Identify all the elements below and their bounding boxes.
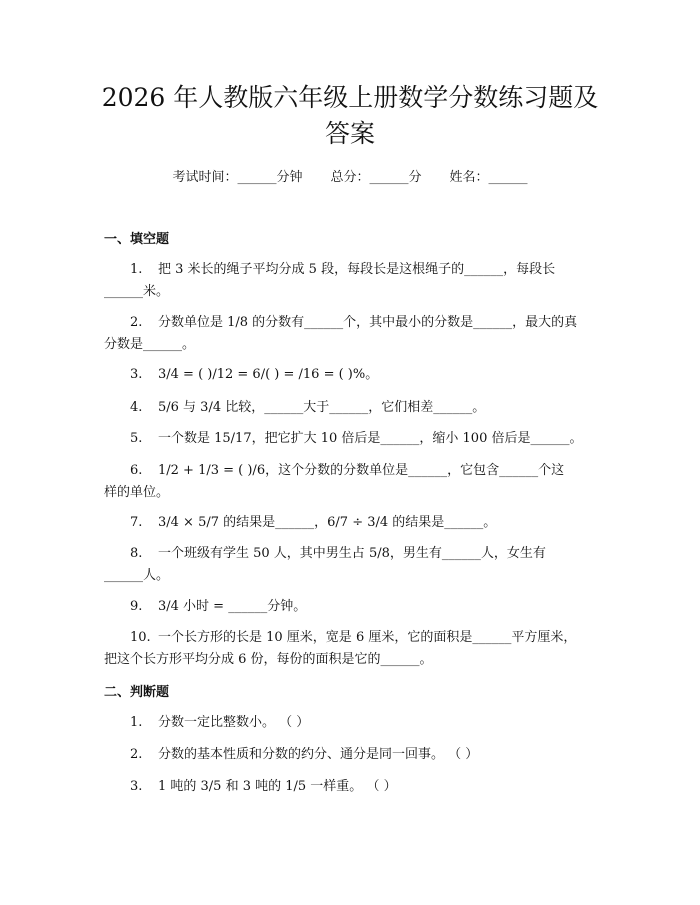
section-heading-true-false: 二、判断题 bbox=[104, 685, 170, 700]
question-text-continued: 把这个长方形平均分成 6 份，每份的面积是它的______。 bbox=[104, 652, 433, 667]
question-text: 1 吨的 3/5 和 3 吨的 1/5 一样重。 （ ） bbox=[158, 779, 397, 794]
student-name-field: 姓名：______ bbox=[449, 170, 528, 185]
total-score-field: 总分：______分 bbox=[330, 170, 422, 185]
question-number: 3. bbox=[130, 779, 143, 794]
fill-blank-question-8 bbox=[104, 543, 594, 587]
title-line-1: 2026 年人教版六年级上册数学分数练习题及 bbox=[101, 83, 599, 112]
question-number: 5. bbox=[130, 431, 143, 446]
fill-blank-question-1 bbox=[104, 259, 594, 303]
question-number: 2. bbox=[130, 315, 143, 330]
true-false-question-2 bbox=[104, 744, 594, 766]
question-text: 把 3 米长的绳子平均分成 5 段，每段长是这根绳子的______，每段长 bbox=[158, 262, 556, 277]
fill-blank-question-3 bbox=[104, 364, 594, 386]
true-false-question-3 bbox=[104, 776, 594, 798]
exam-info-row bbox=[0, 168, 700, 188]
question-number: 7. bbox=[130, 515, 143, 530]
title-line-2: 答案 bbox=[324, 119, 375, 148]
question-text: 分数一定比整数小。 （ ） bbox=[158, 715, 310, 730]
question-text: 一个班级有学生 50 人，其中男生占 5/8，男生有______人，女生有 bbox=[158, 546, 546, 561]
document-title bbox=[60, 80, 640, 152]
question-text: 一个数是 15/17，把它扩大 10 倍后是______，缩小 100 倍后是______。 bbox=[158, 431, 583, 446]
exam-time-field: 考试时间：______分钟 bbox=[172, 170, 303, 185]
fill-blank-question-6 bbox=[104, 460, 594, 504]
question-text: 分数的基本性质和分数的约分、通分是同一回事。 （ ） bbox=[158, 747, 479, 762]
fill-blank-question-5 bbox=[104, 428, 594, 450]
question-text-continued: ______人。 bbox=[104, 568, 170, 583]
question-number: 6. bbox=[130, 463, 143, 478]
question-number: 10. bbox=[130, 630, 151, 645]
question-text-continued: 分数是______。 bbox=[104, 337, 196, 352]
question-text-continued: ______米。 bbox=[104, 284, 170, 299]
true-false-question-1 bbox=[104, 712, 594, 734]
question-text: 3/4 × 5/7 的结果是______，6/7 ÷ 3/4 的结果是______。 bbox=[158, 515, 497, 530]
question-number: 2. bbox=[130, 747, 143, 762]
question-number: 9. bbox=[130, 599, 143, 614]
question-number: 3. bbox=[130, 367, 143, 382]
question-text: 1/2 + 1/3 = ( )/6，这个分数的分数单位是______，它包含______个这 bbox=[158, 463, 565, 478]
question-text: 分数单位是 1/8 的分数有______个，其中最小的分数是______，最大的真 bbox=[158, 315, 578, 330]
question-text-continued: 样的单位。 bbox=[104, 485, 170, 500]
question-number: 1. bbox=[130, 262, 143, 277]
fill-blank-question-7 bbox=[104, 512, 594, 534]
question-text: 3/4 = ( )/12 = 6/( ) = /16 = ( )%。 bbox=[158, 367, 379, 382]
section-heading-fill-blank: 一、填空题 bbox=[104, 232, 170, 247]
fill-blank-question-2 bbox=[104, 312, 594, 356]
fill-blank-question-9 bbox=[104, 596, 594, 618]
question-text: 3/4 小时 = ______分钟。 bbox=[158, 599, 307, 614]
fill-blank-question-4 bbox=[104, 397, 594, 419]
question-number: 4. bbox=[130, 400, 143, 415]
question-number: 8. bbox=[130, 546, 143, 561]
question-number: 1. bbox=[130, 715, 143, 730]
fill-blank-question-10 bbox=[104, 627, 594, 671]
question-text: 5/6 与 3/4 比较，______大于______，它们相差______。 bbox=[158, 400, 486, 415]
question-text: 一个长方形的长是 10 厘米，宽是 6 厘米，它的面积是______平方厘米， bbox=[158, 630, 577, 645]
